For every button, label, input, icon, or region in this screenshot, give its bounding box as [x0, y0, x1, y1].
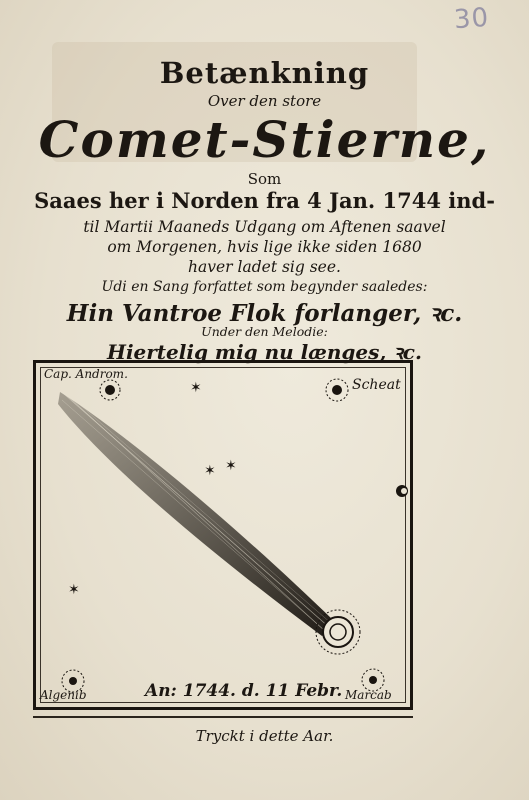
svg-text:✶: ✶ — [190, 380, 202, 396]
label-cap-androm: Cap. Androm. — [44, 367, 128, 381]
title-line-9: Udi en Sang forfattet som begynder saaledes: — [101, 279, 428, 295]
melody-caption: Under den Melodie: — [201, 324, 328, 339]
svg-text:✶: ✶ — [68, 582, 80, 598]
bottom-rule — [33, 716, 413, 718]
star-right-edge — [396, 485, 408, 497]
page-number: 30 — [452, 2, 491, 36]
title-line-7: om Morgenen, hvis lige ikke siden 1680 — [107, 238, 422, 256]
comet-head — [316, 610, 360, 654]
imprint-line: Tryckt i dette Aar. — [195, 727, 334, 745]
label-algenib: Algenib — [40, 688, 87, 702]
title-line-5: Saaes her i Norden fra 4 Jan. 1744 ind- — [34, 188, 495, 213]
label-scheat: Scheat — [352, 377, 401, 393]
title-line-1: Betænkning — [159, 56, 370, 90]
star-scheat — [326, 379, 348, 401]
svg-text:✶: ✶ — [204, 463, 216, 479]
title-line-2: Over den store — [207, 92, 322, 110]
title-line-8: haver ladet sig see. — [188, 258, 341, 276]
star-cap-androm — [100, 380, 120, 400]
title-line-4: Som — [247, 170, 282, 188]
main-title: Comet-Stierne, — [38, 110, 491, 169]
comet-tail — [58, 392, 335, 636]
song-first-line: Hin Vantroe Flok forlanger, ꝛc. — [66, 300, 463, 327]
label-date: An: 1744. d. 11 Febr. — [145, 681, 343, 701]
label-marcab: Marcab — [345, 688, 392, 702]
svg-text:✶: ✶ — [225, 458, 237, 474]
title-line-6: til Martii Maaneds Udgang om Aftenen saavel — [83, 218, 446, 236]
melody-title: Hiertelig mig nu længes, ꝛc. — [107, 340, 422, 364]
